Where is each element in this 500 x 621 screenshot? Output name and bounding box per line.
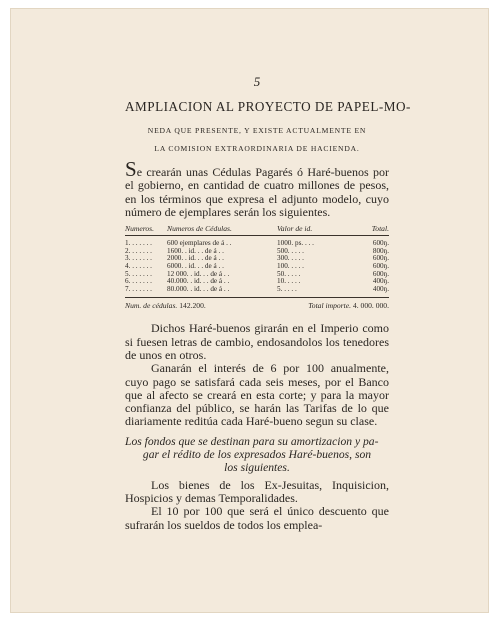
paragraph-3: Los bienes de los Ex-Jesuitas, Inquisicion, Hospicios y demas Temporalidades. [125,477,389,505]
heading-line-3: LA COMISION EXTRAORDINARIA DE HACIENDA. [154,144,360,153]
col-header-numeros: Numeros. [125,224,167,236]
col-header-total: Total. [349,224,389,236]
table-row: 6. . . . . . . 40.000. . id. . . de á . . 10. . . . . 400ŋ. [125,277,389,286]
total-cedulas: Num. de cédulas. 142.200. [125,301,206,311]
paragraph-2: Ganarán el interés de 6 por 100 anualmente, cuyo pago se satisfará cada seis meses, por el Banco que al afecto se creará en esta corte; y para la mayor confianza del público, se harán las Tarifas de lo que diariamente reditúa cada Haré-bueno segun su clase. [125,361,389,429]
heading: AMPLIACION AL PROYECTO DE PAPEL-MO- [125,99,411,114]
table-header-row [125,224,389,236]
col-header-cedulas: Numeros de Cédulas. [167,224,277,236]
table-row: 1. . . . . . . 600 ejemplares de á . . 1000. ps. . . . 600ŋ. [125,239,389,248]
cedulas-table [125,224,389,297]
total-importe: Total importe. 4. 000. 000. [308,301,389,311]
paragraph-4: El 10 por 100 que será el único descuento que sufrarán los sueldos de todos los emplea- [125,504,389,532]
drop-cap: S [125,157,137,181]
book-page [10,8,489,613]
table-row: 4. . . . . . . 6000. . id. . . de á . . 100. . . . . 600ŋ. [125,261,389,270]
paragraph-1: Dichos Haré-buenos girarán en el Imperio como si fuesen letras de cambio, endosandolos los tenedores de unos en otros. [125,321,389,362]
table-row: 5. . . . . . . 12 000. . id. . . de á . . 50. . . . . 600ŋ. [125,269,389,278]
table-row: 7. . . . . . . 80.000. . id. . . de á . . 5. . . . . 400ŋ. [125,284,389,293]
heading-line-2: NEDA QUE PRESENTE, Y EXISTE ACTUALMENTE EN [147,126,367,135]
italic-heading: Los fondos que se destinan para su amortizacion y pa- gar el rédito de los expresados Haré-buenos, son los siguientes. [125,434,379,475]
col-header-valor: Valor de id. [277,224,349,236]
table-row: 3. . . . . . . 2000. . id. . . de á . . 300. . . . . 600ŋ. [125,254,389,263]
page-number: 5 [253,74,261,89]
paragraph-intro: Se crearán unas Cédulas Pagarés ó Haré-buenos por el gobierno, en cantidad de cuatro millones de pesos, en los términos que expresa el adjunto modelo, cuyo número de ejemplares serán los siguientes. [125,157,389,219]
page-content [125,74,411,532]
table-totals [125,297,389,310]
table-row: 2. . . . . . . 1600. . id. . . de á . . 500. . . . . 800ŋ. [125,246,389,255]
